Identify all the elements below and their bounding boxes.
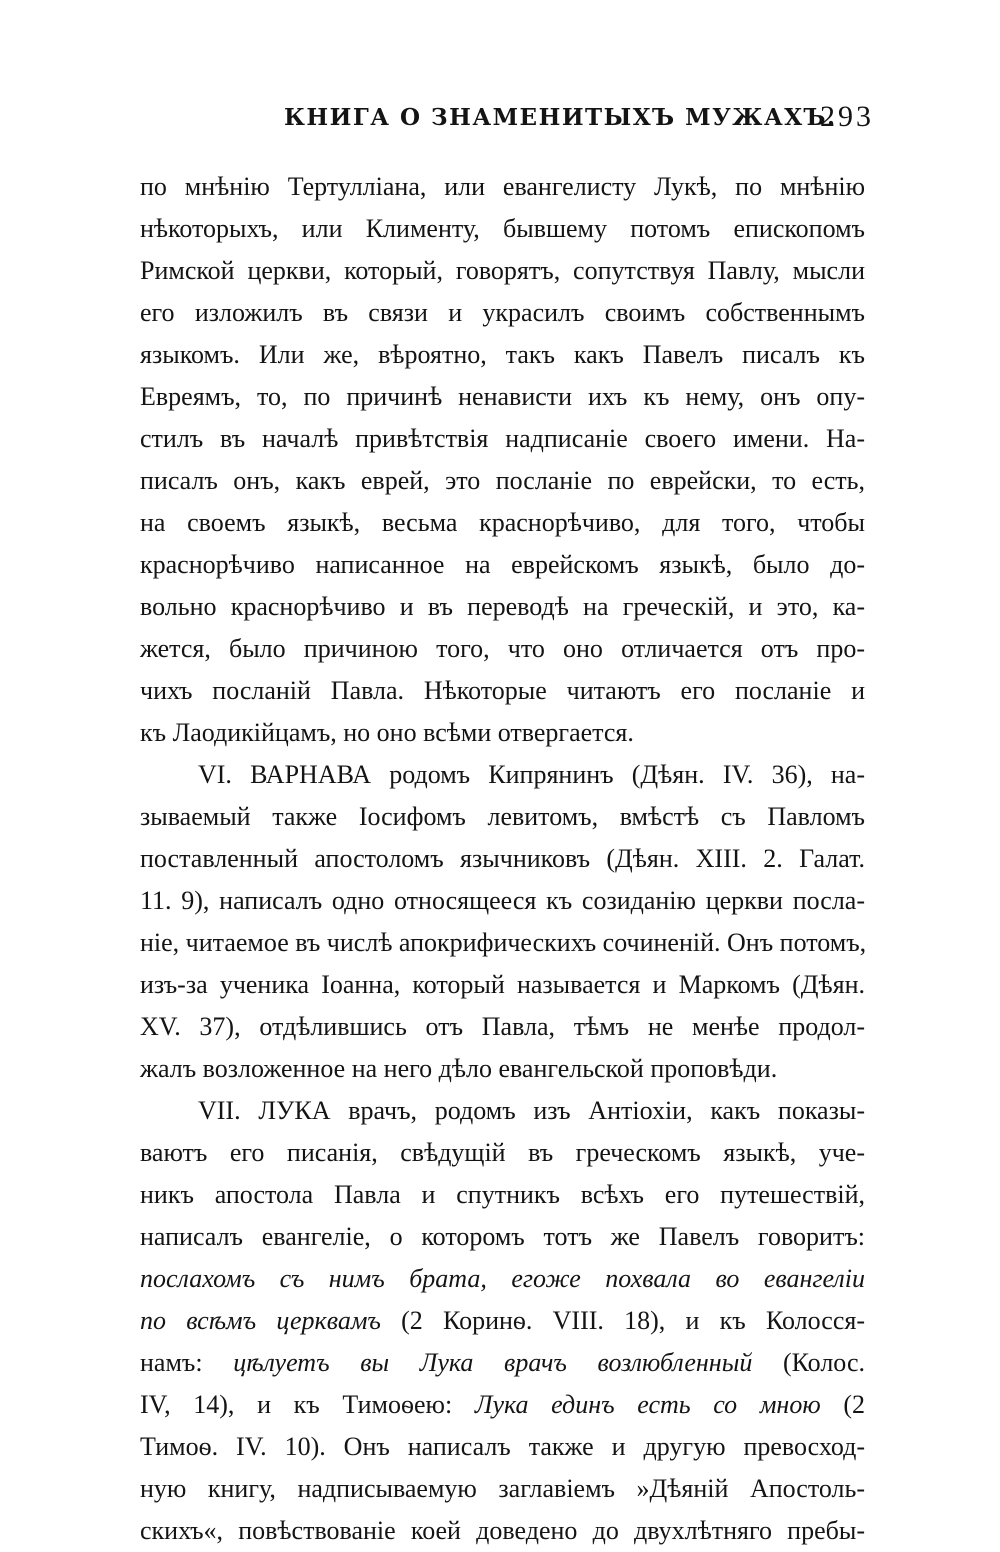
text-line: написалъ евангеліе, о которомъ тотъ же Павелъ говоритъ: bbox=[140, 1222, 865, 1251]
text-run: намъ: bbox=[140, 1348, 234, 1377]
text-line: ную книгу, надписываемую заглавіемъ »Дѣяній Апостоль- bbox=[140, 1474, 865, 1503]
text-line: зываемый также Іосифомъ левитомъ, вмѣстѣ съ Павломъ bbox=[140, 802, 865, 831]
page-header bbox=[140, 100, 876, 140]
text-line-quote bbox=[140, 1300, 865, 1342]
paragraph-start-luke: VII. ЛУКА врачъ, родомъ изъ Антіохіи, какъ показы- bbox=[198, 1096, 865, 1125]
text-line: XV. 37), отдѣлившись отъ Павла, тѣмъ не менѣе продол- bbox=[140, 1012, 865, 1041]
text-line: чихъ посланій Павла. Нѣкоторые читаютъ его посланіе и bbox=[140, 676, 865, 705]
text-run: IV, 14), и къ Тимоѳею: bbox=[140, 1390, 475, 1419]
text-line: никъ апостола Павла и спутникъ всѣхъ его путешествій, bbox=[140, 1180, 865, 1209]
text-line: скихъ«, повѣствованіе коей доведено до двухлѣтняго пребы- bbox=[140, 1516, 865, 1545]
text-line: жется, было причиною того, что оно отличается отъ про- bbox=[140, 634, 865, 663]
text-line: нѣкоторыхъ, или Клименту, бывшему потомъ епископомъ bbox=[140, 214, 865, 243]
italic-quote: послахомъ съ нимъ брата, егоже похвала во евангеліи bbox=[140, 1264, 865, 1293]
text-line: ваютъ его писанія, свѣдущій въ греческомъ языкѣ, уче- bbox=[140, 1138, 865, 1167]
text-line: по мнѣнію Тертулліана, или евангелисту Лукѣ, по мнѣнію bbox=[140, 172, 865, 201]
italic-quote: Лука единъ есть со мною bbox=[474, 1390, 821, 1419]
italic-quote: цѣлуетъ вы Лука врачъ возлюбленный bbox=[233, 1348, 753, 1377]
text-run: (Колос. bbox=[752, 1348, 865, 1377]
paragraph-start-barnabas: VI. ВАРНАВА родомъ Кипрянинъ (Дѣян. IV. 36), на- bbox=[198, 760, 865, 789]
text-line: писалъ онъ, какъ еврей, это посланіе по еврейски, то есть, bbox=[140, 466, 865, 495]
body-text bbox=[140, 166, 865, 1552]
text-line-quote bbox=[140, 1384, 865, 1426]
text-line: Римской церкви, который, говорятъ, сопутствуя Павлу, мысли bbox=[140, 256, 865, 285]
text-line: на своемъ языкѣ, весьма краснорѣчиво, для того, чтобы bbox=[140, 508, 865, 537]
text-line: Евреямъ, то, по причинѣ ненависти ихъ къ нему, онъ опу- bbox=[140, 382, 865, 411]
text-run: (2 bbox=[820, 1390, 865, 1419]
text-line: Тимоѳ. IV. 10). Онъ написалъ также и другую превосход- bbox=[140, 1432, 865, 1461]
text-line: изъ-за ученика Іоанна, который называется и Маркомъ (Дѣян. bbox=[140, 970, 865, 999]
text-line: языкомъ. Или же, вѣроятно, такъ какъ Павелъ писалъ къ bbox=[140, 340, 865, 369]
page-number: 293 bbox=[820, 100, 874, 133]
text-line: 11. 9), написалъ одно относящееся къ созиданію церкви посла- bbox=[140, 886, 865, 915]
text-line: стилъ въ началѣ привѣтствія надписаніе своего имени. На- bbox=[140, 424, 865, 453]
text-line: его изложилъ въ связи и украсилъ своимъ собственнымъ bbox=[140, 298, 865, 327]
text-line-quote bbox=[140, 1258, 865, 1300]
text-line: къ Лаодикійцамъ, но оно всѣми отвергается. bbox=[140, 718, 634, 747]
text-line: жалъ возложенное на него дѣло евангельской проповѣди. bbox=[140, 1054, 778, 1083]
text-run: (2 Коринѳ. VIII. 18), и къ Колосся- bbox=[380, 1306, 865, 1335]
text-line-quote bbox=[140, 1342, 865, 1384]
italic-quote: по всѣмъ церквамъ bbox=[140, 1306, 381, 1335]
text-line: поставленный апостоломъ язычниковъ (Дѣян. XIII. 2. Галат. bbox=[140, 844, 865, 873]
text-line: вольно краснорѣчиво и въ переводѣ на греческій, и это, ка- bbox=[140, 592, 865, 621]
text-line: ніе, читаемое въ числѣ апокрифическихъ сочиненій. Онъ потомъ, bbox=[140, 928, 867, 957]
running-title: КНИГА О ЗНАМЕНИТЫХЪ МУЖАХЪ. bbox=[284, 104, 837, 131]
text-line: краснорѣчиво написанное на еврейскомъ языкѣ, было до- bbox=[140, 550, 865, 579]
